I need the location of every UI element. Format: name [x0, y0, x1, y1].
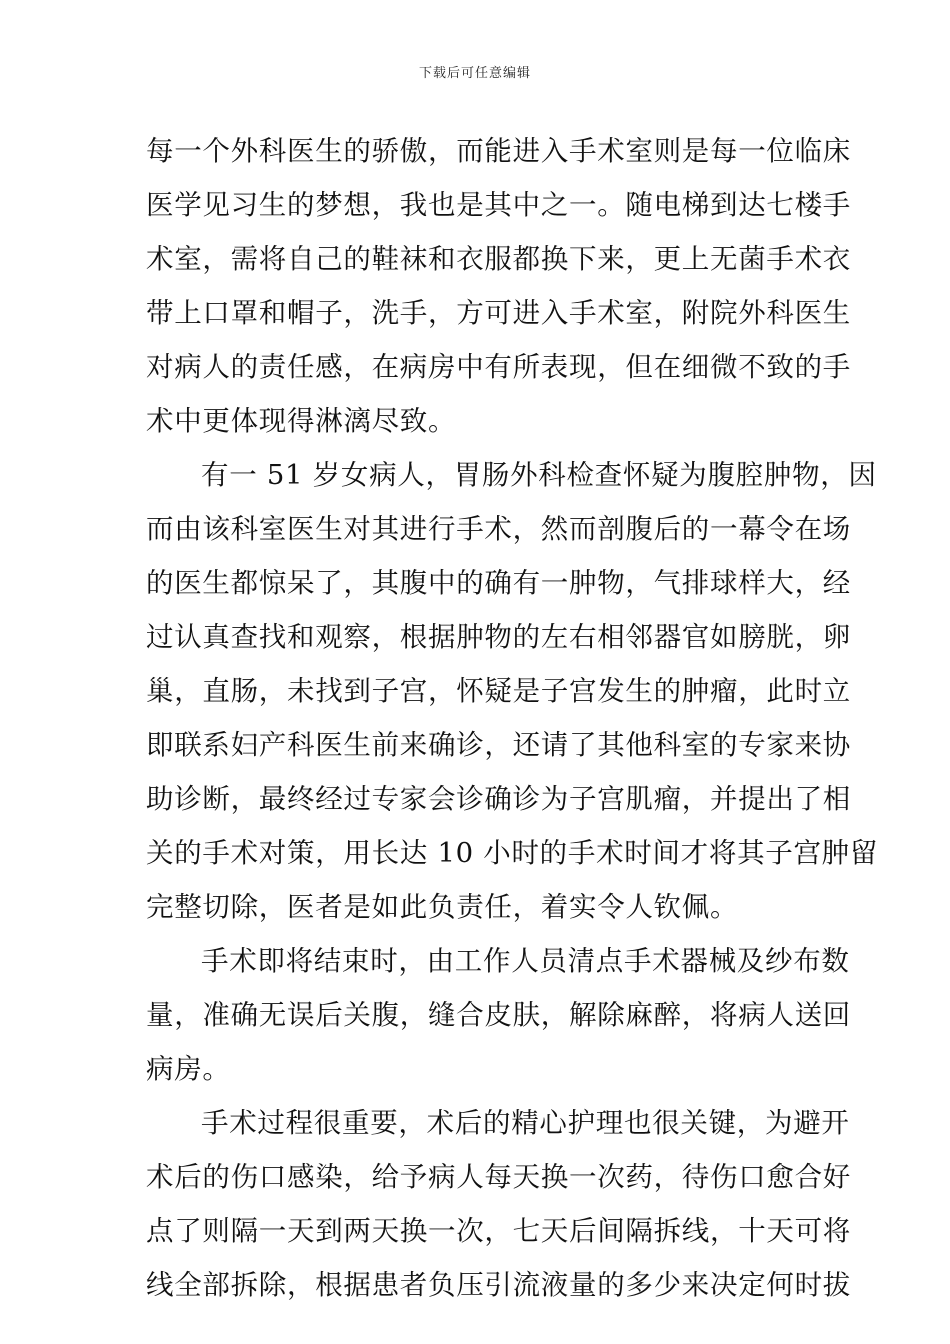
paragraph: [146, 934, 851, 1096]
text-line: 术后的伤口感染，给予病人每天换一次药，待伤口愈合好: [146, 1161, 851, 1193]
text-line: 带上口罩和帽子，洗手，方可进入手术室，附院外科医生: [146, 297, 851, 329]
text-line: 即联系妇产科医生前来确诊，还请了其他科室的专家来协: [146, 729, 851, 761]
text-line: 手术即将结束时，由工作人员清点手术器械及纱布数: [201, 945, 850, 977]
paragraph: [146, 124, 851, 448]
text-line: 每一个外科医生的骄傲，而能进入手术室则是每一位临床: [146, 135, 851, 167]
text-line: 术室，需将自己的鞋袜和衣服都换下来，更上无菌手术衣: [146, 243, 851, 275]
text-line: 线全部拆除，根据患者负压引流液量的多少来决定何时拔: [146, 1269, 851, 1301]
text-line: 量，准确无误后关腹，缝合皮肤，解除麻醉，将病人送回: [146, 999, 851, 1031]
text-line: 巢，直肠，未找到子宫，怀疑是子宫发生的肿瘤，此时立: [146, 675, 851, 707]
text-line: 医学见习生的梦想，我也是其中之一。随电梯到达七楼手: [146, 189, 851, 221]
text-line: 对病人的责任感，在病房中有所表现，但在细微不致的手: [146, 351, 851, 383]
text-line: 完整切除，医者是如此负责任，着实令人钦佩。: [146, 891, 739, 923]
text-line: 的医生都惊呆了，其腹中的确有一肿物，气排球样大，经: [146, 567, 851, 599]
text-line: 助诊断，最终经过专家会诊确诊为子宫肌瘤，并提出了相: [146, 783, 851, 815]
text-line: 手术过程很重要，术后的精心护理也很关键，为避开: [201, 1107, 850, 1139]
text-line: 点了则隔一天到两天换一次，七天后间隔拆线，十天可将: [146, 1215, 851, 1247]
paragraph: [146, 1096, 851, 1312]
text-line: 过认真查找和观察，根据肿物的左右相邻器官如膀胱，卵: [146, 621, 851, 653]
text-line: 病房。: [146, 1053, 231, 1085]
text-line: 而由该科室医生对其进行手术，然而剖腹后的一幕令在场: [146, 513, 851, 545]
text-line: 有一 51 岁女病人，胃肠外科检查怀疑为腹腔肿物，因: [201, 459, 877, 491]
text-line: 关的手术对策，用长达 10 小时的手术时间才将其子宫肿留: [146, 837, 879, 869]
text-line: 术中更体现得淋漓尽致。: [146, 405, 457, 437]
document-body: [146, 124, 879, 1312]
paragraph: [146, 448, 879, 934]
page-header: 下载后可任意编辑: [418, 66, 531, 81]
